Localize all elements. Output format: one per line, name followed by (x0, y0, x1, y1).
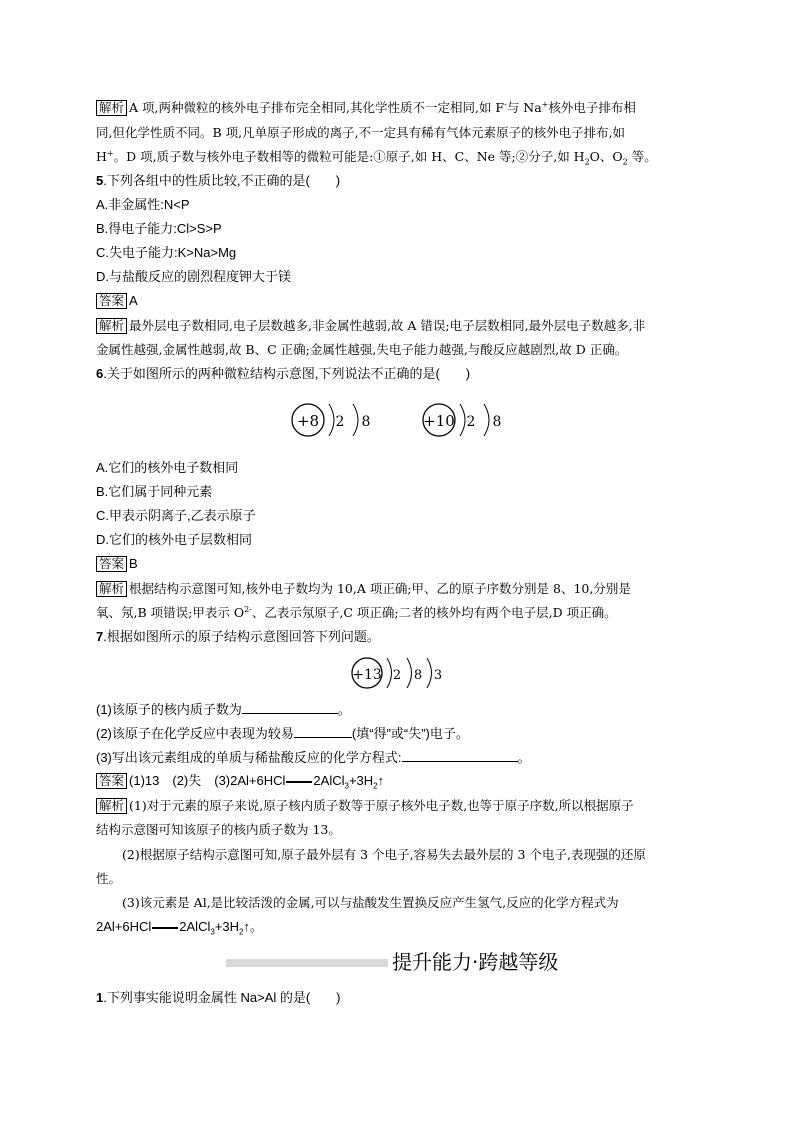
q4-analysis-line2: 同,但化学性质不同。B 项,凡单原子形成的离子,不一定具有稀有气体元素原子的核外电子排布,如 (96, 125, 626, 140)
q5-option-a: A.非金属性:N<P (96, 197, 190, 212)
question-number: 1 (96, 990, 104, 1005)
equals-arrow (152, 927, 178, 929)
nucleus-charge: +10 (423, 412, 455, 430)
text: (3)写出该元素组成的单质与稀盐酸反应的化学方程式: (96, 750, 402, 765)
shell-electrons: 2 (335, 414, 345, 430)
text: A 项,两种微粒的核外电子排布完全相同,其化学性质不一定相同,如 F (129, 100, 505, 115)
text: 。 (517, 750, 531, 765)
shell-electrons: 8 (413, 668, 423, 683)
analysis-tag: 解析 (96, 581, 127, 597)
text: 氧、氖,B 项错误;甲表示 O (96, 605, 245, 620)
diagram-oxygen-ion (292, 404, 370, 436)
sub: 3 (210, 927, 215, 937)
sub: 2 (584, 157, 590, 167)
text: +3H (214, 919, 240, 934)
q7-analysis-2b: 性。 (96, 871, 122, 886)
text: ↑ (377, 773, 385, 788)
answer-tag: 答案 (96, 556, 127, 572)
question-number: 6 (96, 366, 104, 381)
q6-option-b: B.它们属于同种元素 (96, 484, 213, 499)
equals-arrow (286, 781, 312, 783)
text: 等。 (627, 149, 657, 164)
answer-blank (242, 701, 338, 714)
text: 2AlCl (313, 773, 345, 788)
shell-arc (407, 658, 412, 688)
nucleus-charge: +8 (296, 412, 320, 430)
text: (1)13 (2)失 (3)2Al+6HCl (129, 773, 286, 788)
q5-answer (96, 293, 704, 309)
text: 根据结构示意图可知,核外电子数均为 10,A 项正确;甲、乙的原子序数分别是 8、10,分别是 (129, 581, 631, 596)
q5-option-b: B.得电子能力:Cl>S>P (96, 221, 222, 236)
q7-analysis-3a: (3)该元素是 Al,是比较活泼的金属,可以与盐酸发生置换反应产生氢气,反应的化学方程式为 (122, 895, 619, 910)
section-title: 提升能力·跨越等级 (392, 950, 559, 974)
answer-text: B (129, 556, 138, 571)
analysis-tag: 解析 (96, 100, 127, 116)
q5-stem (96, 173, 704, 189)
q7-analysis-3b (96, 919, 704, 935)
text: 2Al+6HCl (96, 919, 152, 934)
answer-blank (294, 725, 352, 738)
text: O、O (589, 149, 623, 164)
q7-sub1 (96, 701, 704, 718)
shell-arc (387, 658, 392, 688)
nucleus-charge: +13 (352, 667, 382, 683)
question-number: 7 (96, 629, 104, 644)
text: 、乙表示氖原子,C 项正确;二者的核外均有两个电子层,D 项正确。 (251, 605, 617, 620)
q4-analysis-line3 (96, 149, 704, 165)
q7-structure-diagram (345, 652, 455, 696)
diagram-neon-atom (423, 404, 501, 436)
q7-sub3 (96, 749, 704, 766)
next-q1-stem (96, 990, 704, 1006)
shell-electrons: 2 (466, 414, 476, 430)
q7-stem (96, 629, 704, 645)
sup: - (504, 99, 507, 109)
question-number: 5 (96, 173, 104, 188)
shell-arc (427, 658, 432, 688)
text: (1)该原子的核内质子数为 (96, 702, 242, 717)
q4-analysis-line1 (96, 100, 704, 116)
q6-answer (96, 556, 704, 572)
text: ↑。 (243, 919, 263, 934)
text: 与 Na (506, 100, 542, 115)
q5-analysis-line2: 金属性越强,金属性越弱,故 B、C 正确;金属性越强,失电子能力越强,与酸反应越剧烈,故 D 正确。 (96, 342, 628, 357)
question-text: .下列事实能说明金属性 Na>Al 的是( ) (103, 990, 341, 1005)
sub: 3 (344, 781, 349, 791)
question-text: .根据如图所示的原子结构示意图回答下列问题。 (103, 629, 380, 644)
sub: 2 (373, 781, 378, 791)
shell-arc (329, 404, 334, 436)
sup: + (541, 99, 549, 109)
sup: 2- (244, 604, 252, 614)
q6-option-c: C.甲表示阴离子,乙表示原子 (96, 508, 256, 523)
question-text: .关于如图所示的两种微粒结构示意图,下列说法不正确的是( ) (103, 366, 471, 381)
q6-option-d: D.它们的核外电子层数相同 (96, 532, 253, 547)
text: 核外电子排布相 (548, 100, 636, 115)
text: H (96, 149, 107, 164)
shell-arc (460, 404, 465, 436)
q5-option-d: D.与盐酸反应的剧烈程度钾大于镁 (96, 269, 292, 284)
text: 2AlCl (179, 919, 211, 934)
sub: 2 (622, 157, 628, 167)
q6-option-a: A.它们的核外电子数相同 (96, 460, 239, 475)
sub: 2 (239, 927, 244, 937)
analysis-tag: 解析 (96, 318, 127, 334)
section-divider-bar (226, 959, 388, 967)
q6-structure-diagrams (285, 396, 525, 446)
q7-analysis-2a: (2)根据原子结构示意图可知,原子最外层有 3 个电子,容易失去最外层的 3 个电子,表现强的还原 (122, 847, 646, 862)
text: (填“得”或“失”)电子。 (351, 726, 469, 741)
q7-analysis-1a (96, 798, 704, 814)
answer-text: A (129, 293, 138, 308)
shell-electrons: 8 (492, 414, 502, 430)
q5-analysis-line1 (96, 318, 704, 334)
q6-stem (96, 366, 704, 382)
text: +3H (348, 773, 374, 788)
answer-tag: 答案 (96, 293, 127, 309)
q7-analysis-1b: 结构示意图可知该原子的核内质子数为 13。 (96, 822, 341, 837)
shell-electrons: 8 (361, 414, 371, 430)
q7-answer (96, 773, 704, 789)
answer-blank (402, 749, 518, 762)
shell-arc (353, 404, 358, 436)
text: 。 (337, 702, 351, 717)
q5-option-c: C.失电子能力:K>Na>Mg (96, 245, 237, 260)
shell-electrons: 2 (392, 668, 402, 683)
q6-analysis-line2 (96, 605, 704, 621)
question-text: .下列各组中的性质比较,不正确的是( ) (103, 173, 341, 188)
q7-sub2 (96, 725, 704, 742)
answer-tag: 答案 (96, 773, 127, 789)
shell-electrons: 3 (433, 668, 443, 683)
text: 最外层电子数相同,电子层数越多,非金属性越弱,故 A 错误;电子层数相同,最外层电子数越多,非 (129, 318, 646, 333)
text: (1)对于元素的原子来说,原子核内质子数等于原子核外电子数,也等于原子序数,所以根据原子 (129, 798, 634, 813)
text: (2)该原子在化学反应中表现为较易 (96, 726, 294, 741)
analysis-tag: 解析 (96, 798, 127, 814)
shell-arc (484, 404, 489, 436)
q6-analysis-line1 (96, 581, 704, 597)
text: 。D 项,质子数与核外电子数相等的微粒可能是:①原子,如 H、C、Ne 等;②分子,如 H (113, 149, 585, 164)
sup: + (106, 148, 114, 158)
